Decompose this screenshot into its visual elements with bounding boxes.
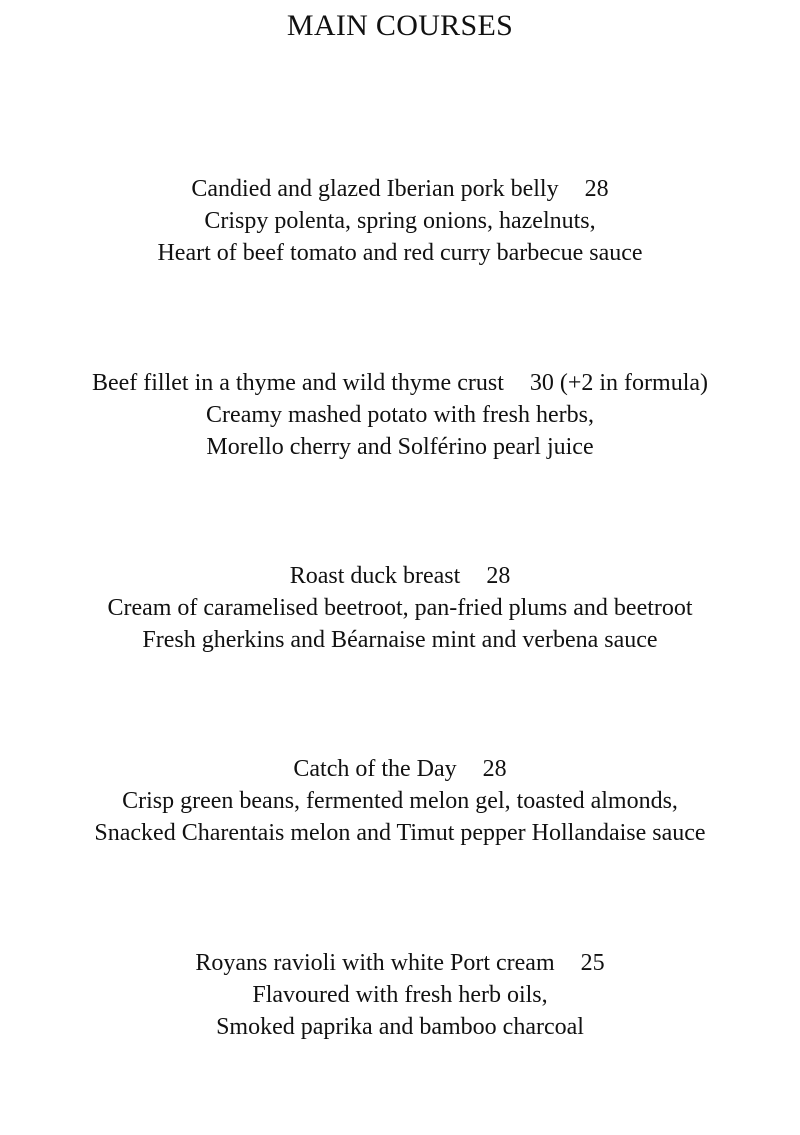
dish-heading (0, 367, 800, 399)
dish-description-line-1: Cream of caramelised beetroot, pan-fried plums and beetroot (107, 595, 693, 621)
page-title: MAIN COURSES (286, 9, 514, 42)
dish-price: 28 (486, 563, 511, 589)
dish-description-line-2: Smoked paprika and bamboo charcoal (216, 1014, 584, 1040)
dish-description-line-2: Fresh gherkins and Béarnaise mint and verbena sauce (142, 627, 658, 653)
dish-name: Roast duck breast (289, 563, 461, 589)
dish-price: 30 (+2 in formula) (529, 370, 709, 396)
dish-beef-fillet (0, 367, 800, 463)
dish-description-line-2: Morello cherry and Solférino pearl juice (206, 434, 594, 460)
dish-name: Candied and glazed Iberian pork belly (191, 176, 559, 202)
dish-name: Catch of the Day (293, 756, 457, 782)
dish-description-line-1: Crisp green beans, fermented melon gel, toasted almonds, (122, 788, 678, 814)
dish-heading (0, 560, 800, 592)
dish-pork-belly (0, 173, 800, 269)
dish-description-line-2: Heart of beef tomato and red curry barbecue sauce (157, 240, 643, 266)
dish-price: 28 (482, 756, 507, 782)
dish-name: Royans ravioli with white Port cream (195, 950, 555, 976)
dish-price: 28 (584, 176, 609, 202)
dish-heading (0, 753, 800, 785)
dish-description-line-2: Snacked Charentais melon and Timut pepper Hollandaise sauce (94, 820, 706, 846)
dish-description-line-1: Flavoured with fresh herb oils, (252, 982, 548, 1008)
dish-duck-breast (0, 560, 800, 656)
dish-price: 25 (580, 950, 605, 976)
dish-catch-of-the-day (0, 753, 800, 849)
dish-description-line-1: Creamy mashed potato with fresh herbs, (206, 402, 594, 428)
dish-royans-ravioli (0, 947, 800, 1043)
dish-heading (0, 947, 800, 979)
dish-name: Beef fillet in a thyme and wild thyme crust (91, 370, 504, 396)
dish-description-line-1: Crispy polenta, spring onions, hazelnuts, (204, 208, 596, 234)
dish-heading (0, 173, 800, 205)
